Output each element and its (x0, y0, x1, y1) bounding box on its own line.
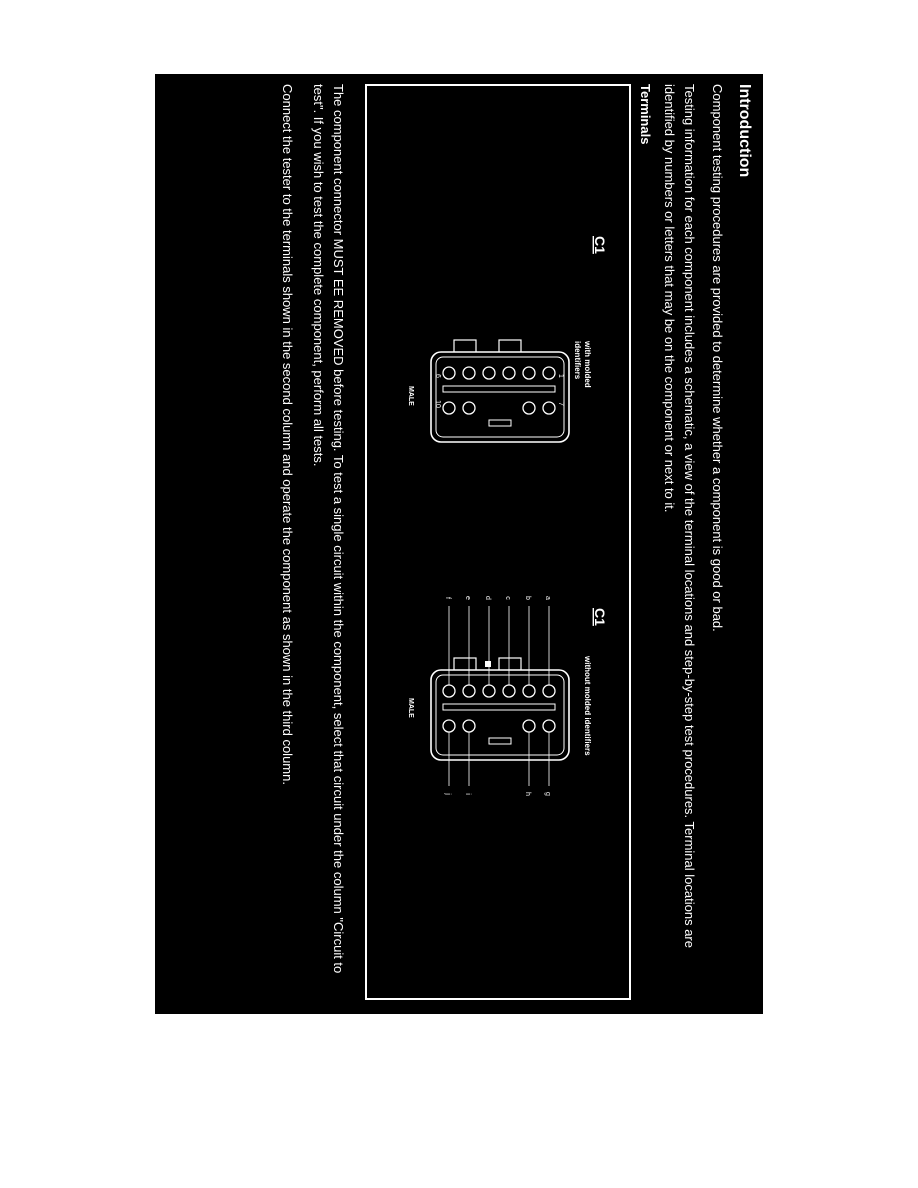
connector-right-label: C1 (592, 608, 608, 626)
connector-left-caption-line-2: identifiers (573, 341, 582, 380)
connector-right-pin-label: j (444, 793, 451, 795)
connector-right-key-dot (485, 661, 491, 667)
connector-right-pin-label: c (504, 596, 511, 600)
connector-right-pin (543, 685, 555, 697)
terminals-diagram (367, 86, 629, 998)
connector-right-pin-label: b (524, 596, 531, 600)
introduction-paragraph-1: Component testing procedures are provided to determine whether a component is good or bad. (710, 84, 725, 632)
connector-left-pin (523, 367, 535, 379)
connector-right-pin (543, 720, 555, 732)
connector-right-pin (523, 685, 535, 697)
page-panel (155, 74, 763, 1014)
connector-left-pin (503, 367, 515, 379)
connector-left-pin-label: 1 (557, 374, 564, 378)
terminals-heading: Terminals (638, 84, 653, 145)
connector-left-housing (431, 352, 569, 442)
connector-right-pin (463, 720, 475, 732)
connector-left-pin (463, 367, 475, 379)
connector-left-pin (443, 367, 455, 379)
connector-right-pin (483, 685, 495, 697)
introduction-paragraph-2: Testing information for each component includes a schematic, a view of the terminal locations and step-by-step test procedures. Terminal locations are identified by numbers or letters that may be on the component or next to it. (662, 84, 697, 948)
connector-left-pin-label: 10 (434, 400, 441, 408)
instructions-paragraph-1: The component connector MUST EE REMOVED before testing. To test a single circuit within the component, select that circuit under the column "Circuit to test". If you wish to test the complete component, perform all tests. (311, 84, 346, 974)
connector-right-caption: without molded identifiers (583, 656, 592, 756)
connector-right-housing (431, 670, 569, 760)
connector-right (407, 596, 608, 796)
connector-left-pin (543, 402, 555, 414)
connector-left-pin (463, 402, 475, 414)
connector-left-pin (543, 367, 555, 379)
connector-left-pin (483, 367, 495, 379)
connector-right-pin-label: f (444, 597, 451, 599)
rotated-page-content (155, 74, 763, 1014)
connector-right-pin-label: i (464, 793, 471, 795)
connector-right-pin (443, 720, 455, 732)
instructions-paragraph-2: Connect the tester to the terminals shown in the second column and operate the component as shown in the third column. (280, 84, 295, 785)
connector-right-pin (443, 685, 455, 697)
connector-right-pin (523, 720, 535, 732)
connector-right-pin (463, 685, 475, 697)
connector-left-caption-line-1: with molded (583, 341, 592, 388)
connector-left-gender: MALE (407, 386, 414, 406)
connector-right-pin (503, 685, 515, 697)
connector-left-pin-label: 6 (434, 374, 441, 378)
connector-left (407, 236, 608, 442)
terminals-diagram-frame (365, 84, 631, 1000)
connector-right-pin-label: h (524, 792, 531, 796)
introduction-heading: Introduction (736, 84, 753, 178)
connector-right-pin-label: a (544, 596, 551, 600)
connector-right-pin-label: e (464, 596, 471, 600)
connector-left-pin (523, 402, 535, 414)
connector-right-pin-label: d (484, 596, 491, 600)
connector-right-gender: MALE (407, 698, 414, 718)
connector-left-pin-label: 7 (557, 402, 564, 406)
connector-left-pin (443, 402, 455, 414)
connector-left-label: C1 (592, 236, 608, 254)
connector-right-pin-label: g (544, 792, 551, 796)
